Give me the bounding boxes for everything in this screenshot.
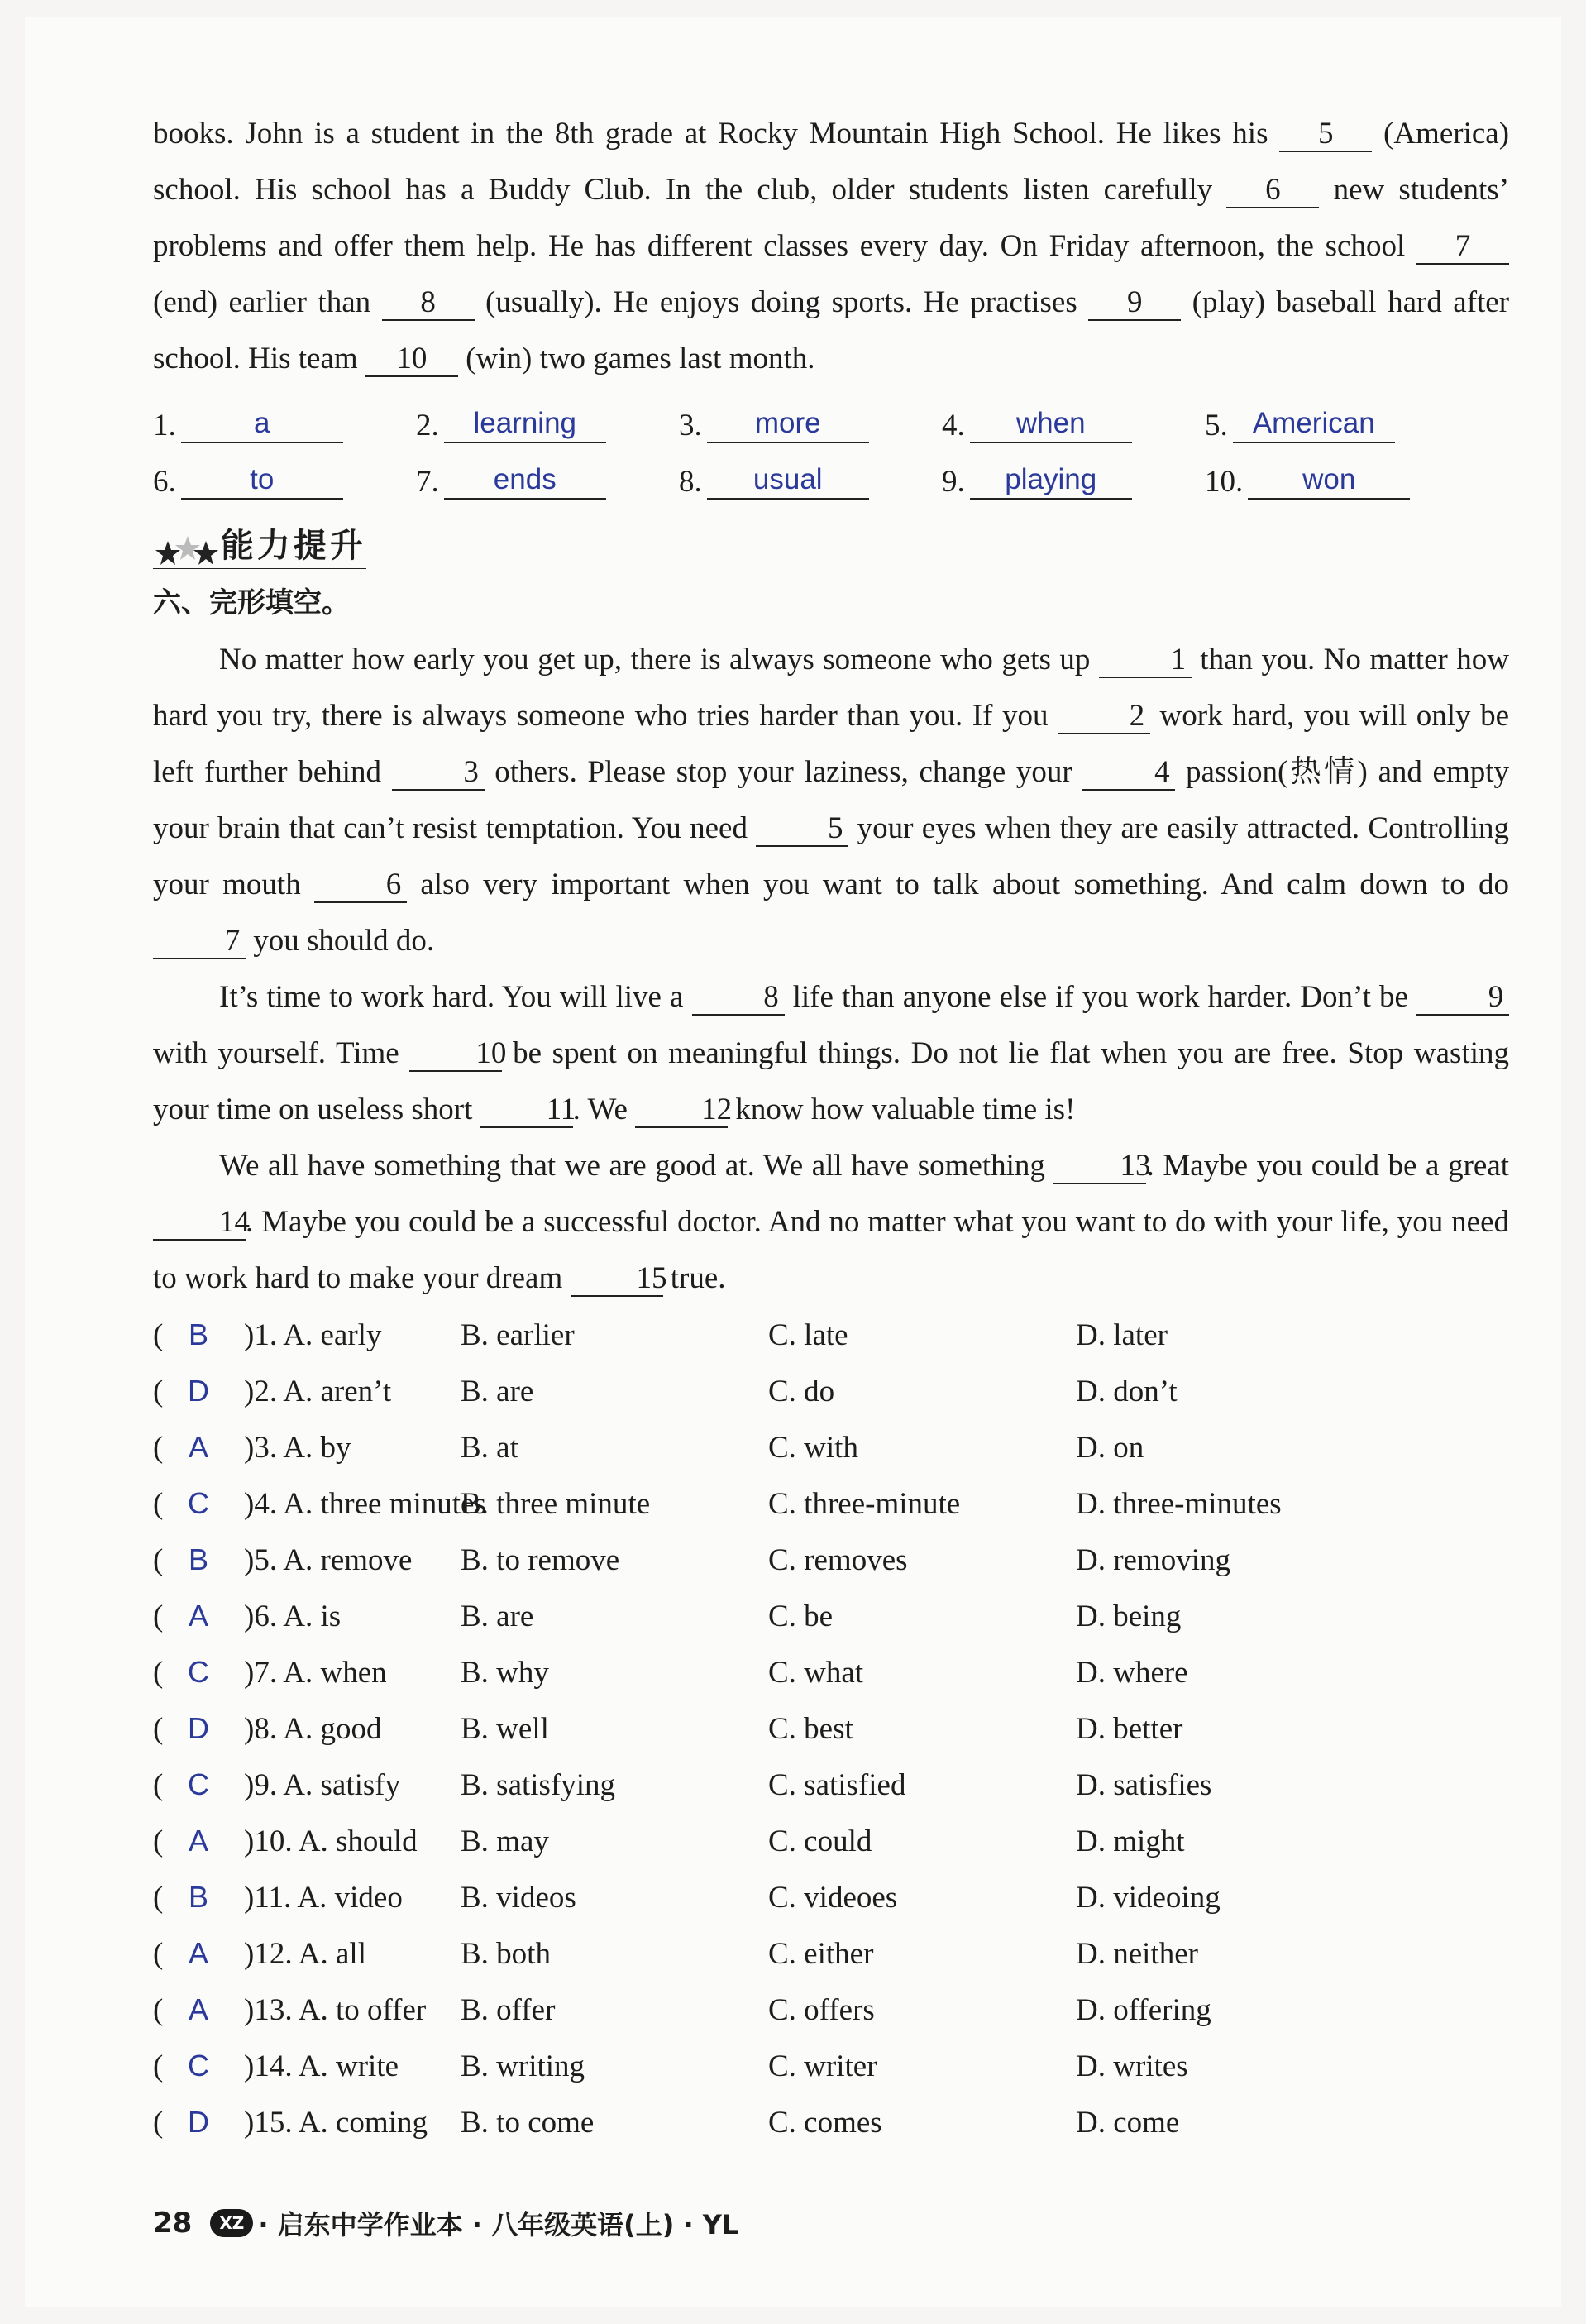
option-c: C. offers [768,1992,875,2027]
option-d: D. offering [1076,1992,1211,2027]
option-c: C. with [768,1430,858,1465]
option-a: )9. A. satisfy [244,1767,401,1802]
option-b: B. writing [461,2049,585,2083]
answer-item [942,408,1205,443]
page-content [153,17,1509,2150]
answer-key: C [188,1767,209,1801]
answer-item [679,464,942,500]
answer-number: 2. [416,409,439,442]
cloze-paragraph-3 [153,1138,1509,1307]
option-row [153,1757,1509,1813]
option-c: C. either [768,1936,874,1971]
option-row [153,1588,1509,1644]
answer-item [1205,408,1468,443]
option-a: )7. A. when [244,1655,387,1690]
option-d: D. where [1076,1655,1188,1690]
cloze-text: be a great [1388,1149,1510,1183]
footer-text: · 启东中学作业本 · 八年级英语(上) · YL [258,2209,739,2240]
option-a: )15. A. coming [244,2105,428,2140]
cloze-text: others. Please stop your laziness, change your [494,755,1072,789]
answer-row [153,387,1509,443]
option-row [153,1925,1509,1982]
cloze-text: your [857,811,914,845]
answer-paren [153,1486,244,1522]
option-c: C. removes [768,1542,908,1577]
answer-key: D [188,2105,209,2139]
option-row [153,2038,1509,2094]
option-b: B. why [461,1655,549,1690]
option-a: )10. A. should [244,1824,418,1858]
cloze-paragraph-2 [153,969,1509,1138]
option-d: D. might [1076,1824,1185,1858]
answer-paren [153,1936,244,1972]
cloze-blank-10: 10 [409,1037,502,1072]
page-footer [153,2204,738,2242]
answer-paren [153,1767,244,1803]
option-a: )1. A. early [244,1317,382,1352]
answer-key: A [188,1936,208,1970]
cloze-blank-14: 14 [153,1206,246,1241]
paren-open: ( [153,1992,164,2027]
answer-value: a [181,405,343,443]
page-number: 28 [153,2207,193,2240]
option-a: )5. A. remove [244,1542,413,1577]
cloze-text: with your life, you need to work hard to make your dream [153,1205,1509,1295]
answer-value: playing [970,461,1132,500]
cloze-blank-7: 7 [153,925,246,959]
answer-key: B [188,1542,208,1576]
section-banner [153,516,1509,574]
answer-number: 10. [1205,465,1244,499]
option-d: D. satisfies [1076,1767,1212,1802]
option-b: B. satisfying [461,1767,616,1802]
option-d: D. don’t [1076,1374,1178,1408]
answer-number: 3. [679,409,702,442]
answer-item [1205,464,1468,500]
answer-value: when [970,405,1132,443]
paren-open: ( [153,1542,164,1577]
paren-open: ( [153,1317,164,1352]
cloze-text: free. Stop wasting your time on useless short [153,1036,1509,1126]
paren-open: ( [153,1655,164,1690]
blank-5: 5 [1279,117,1372,152]
option-c: C. comes [768,2105,882,2140]
option-c: C. satisfied [768,1767,906,1802]
cloze-text: know how valuable time is! [735,1093,1076,1126]
answer-paren [153,1430,244,1466]
option-a: )8. A. good [244,1711,382,1746]
option-d: D. later [1076,1317,1168,1352]
option-row [153,1363,1509,1419]
option-c: C. be [768,1599,834,1633]
option-b: B. to remove [461,1542,620,1577]
option-a: )13. A. to offer [244,1992,427,2027]
answer-paren [153,2105,244,2140]
cloze-blank-1: 1 [1099,643,1192,678]
paren-open: ( [153,1880,164,1915]
answer-number: 6. [153,465,176,499]
answer-paren [153,1711,244,1747]
answer-paren [153,1655,244,1690]
option-a: )2. A. aren’t [244,1374,392,1408]
cloze-text: It’s time to work hard. You will live a [219,980,684,1014]
option-b: B. may [461,1824,549,1858]
cloze-text: passion(热情) and empty your brain that can’t resist temptation. You need [153,755,1510,845]
option-row [153,1419,1509,1475]
answer-key: A [188,1599,208,1633]
option-c: C. writer [768,2049,877,2083]
option-d: D. three-minutes [1076,1486,1282,1521]
cloze-text: life than anyone else if you work harder. Don’t [792,980,1371,1014]
option-d: D. videoing [1076,1880,1221,1915]
paren-open: ( [153,1767,164,1802]
blank-10: 10 [365,342,458,377]
answer-value: American [1233,405,1395,443]
option-c: C. three-minute [768,1486,961,1521]
blank-9: 9 [1088,286,1181,321]
passage-text: (win) two games last month. [466,342,815,375]
passage-text: practises [970,285,1077,319]
answer-item [679,408,942,443]
cloze-text: matter how hard you try, there is always someone who tries harder than you. If you [153,643,1510,733]
cloze-text: than you. No [1200,643,1361,677]
passage-text: (usually). He enjoys doing sports. He [485,285,959,319]
answer-item [153,464,416,500]
cloze-blank-3: 3 [392,756,485,791]
cloze-blank-13: 13 [1053,1150,1146,1184]
option-d: D. neither [1076,1936,1198,1971]
cloze-text: be spent on meaningful things. Do not lie flat when you are [513,1036,1272,1070]
option-row [153,2094,1509,2150]
option-c: C. best [768,1711,853,1746]
option-b: B. are [461,1599,534,1633]
option-row [153,1700,1509,1757]
answer-key: D [188,1711,209,1745]
answer-paren [153,1317,244,1353]
answer-paren [153,1824,244,1859]
answer-key: D [188,1374,209,1408]
cloze-text: want to talk about something. And calm down to do [822,868,1510,901]
blank-7: 7 [1416,230,1509,265]
option-d: D. being [1076,1599,1182,1633]
cloze-passage [153,632,1509,1307]
cloze-text: you should do. [253,924,435,958]
answer-key: B [188,1880,208,1914]
option-b: B. to come [461,2105,595,2140]
option-a: )4. A. three minutes [244,1486,486,1521]
cloze-text: We all have something that we are good at. We all have something [219,1149,1045,1183]
option-a: )6. A. is [244,1599,342,1633]
cloze-blank-9: 9 [1416,981,1509,1016]
answer-key: A [188,1430,208,1464]
answer-number: 7. [416,465,439,499]
option-c: C. could [768,1824,872,1858]
stars-icon [153,523,227,572]
cloze-blank-4: 4 [1082,756,1175,791]
banner-title: 能力提升 [153,519,366,571]
option-d: D. come [1076,2105,1180,2140]
option-d: D. writes [1076,2049,1188,2083]
cloze-text: be [1379,980,1408,1014]
cloze-blank-8: 8 [692,981,785,1016]
answer-key: B [188,1317,208,1351]
option-b: B. both [461,1936,551,1971]
cloze-text: eyes when they are easily attracted. Controlling your mouth [153,811,1510,901]
passage-text: books. John is a student in the 8th grade at Rocky Mountain High School. He likes his [153,117,1268,151]
answer-item [416,408,679,443]
passage-1-line [153,106,1509,387]
answer-number: 9. [942,465,965,499]
option-b: B. three minute [461,1486,651,1521]
option-a: )12. A. all [244,1936,366,1971]
option-c: C. late [768,1317,848,1352]
answer-paren [153,1992,244,2028]
paren-open: ( [153,1936,164,1971]
cloze-blank-15: 15 [571,1262,663,1297]
cloze-blank-11: 11 [480,1093,573,1128]
paren-open: ( [153,1486,164,1521]
answer-item [153,408,416,443]
answer-key: C [188,1655,209,1689]
cloze-blank-12: 12 [635,1093,728,1128]
answer-key: C [188,1486,209,1520]
blank-6: 6 [1226,174,1319,208]
cloze-text: No matter how early you get up, there is always someone who gets up [219,643,1091,677]
paren-open: ( [153,1711,164,1746]
cloze-text: with yourself. Time [153,1036,399,1070]
option-d: D. on [1076,1430,1144,1465]
cloze-paragraph-1 [153,632,1509,969]
cloze-blank-2: 2 [1058,700,1150,734]
answer-paren [153,1880,244,1915]
option-d: D. better [1076,1711,1183,1746]
answer-value: usual [707,461,869,500]
answer-value: ends [444,461,606,500]
option-b: B. at [461,1430,518,1465]
paren-open: ( [153,2105,164,2140]
passage-text: new students’ problems and offer them help. He has different classes every day. On Friday [153,173,1510,263]
options-list [153,1307,1509,2150]
answer-key: A [188,1992,208,2026]
answer-value: more [707,405,869,443]
passage-1 [153,106,1509,387]
option-row [153,1307,1509,1363]
option-c: C. what [768,1655,864,1690]
option-b: B. offer [461,1992,556,2027]
option-b: B. well [461,1711,549,1746]
option-c: C. do [768,1374,835,1408]
cloze-text: . We [572,1093,628,1126]
answer-key: A [188,1824,208,1858]
answer-grid [153,387,1509,500]
option-row [153,1982,1509,2038]
answer-paren [153,1542,244,1578]
answer-value: won [1248,461,1410,500]
answer-number: 4. [942,409,965,442]
answer-item [942,464,1205,500]
worksheet-page [25,17,1561,2307]
paren-open: ( [153,1374,164,1408]
paren-open: ( [153,1599,164,1633]
answer-paren [153,1374,244,1409]
cloze-text: . Maybe you could be a successful doctor. And no matter what you want to do [246,1205,1206,1239]
option-b: B. videos [461,1880,576,1915]
answer-number: 8. [679,465,702,499]
cloze-text: hard, you will only be left further behind [153,699,1509,789]
option-row [153,1644,1509,1700]
answer-paren [153,2049,244,2084]
option-b: B. are [461,1374,534,1408]
cloze-text: also very important when you [420,868,810,901]
answer-number: 1. [153,409,176,442]
answer-value: to [181,461,343,500]
option-row [153,1532,1509,1588]
answer-value: learning [444,405,606,443]
cloze-blank-6: 6 [314,868,407,903]
answer-key: C [188,2049,209,2083]
passage-text: (end) earlier than [153,285,371,319]
option-a: )3. A. by [244,1430,351,1465]
cloze-text: work [1159,699,1223,733]
answer-number: 5. [1205,409,1228,442]
option-row [153,1869,1509,1925]
option-row [153,1475,1509,1532]
answer-item [416,464,679,500]
paren-open: ( [153,1824,164,1858]
option-row [153,1813,1509,1869]
section-title: 六、完形填空。 [153,586,350,619]
answer-paren [153,1599,244,1634]
option-a: )14. A. write [244,2049,399,2083]
option-c: C. videoes [768,1880,898,1915]
paren-open: ( [153,1430,164,1465]
option-a: )11. A. video [244,1880,403,1915]
passage-text: (play) baseball hard after school. His team [153,285,1510,375]
passage-text: (America) school. His school has a Buddy Club. In the club, older students listen carefully [153,117,1510,207]
passage-text: afternoon, the school [1139,229,1406,263]
answer-row [153,443,1509,500]
blank-8: 8 [382,286,475,321]
option-d: D. removing [1076,1542,1231,1577]
cloze-blank-5: 5 [756,812,848,847]
option-b: B. earlier [461,1317,575,1352]
cloze-text: . Maybe you could [1146,1149,1379,1183]
cloze-text: true. [670,1261,726,1295]
publisher-logo: XZ [210,2209,253,2237]
paren-open: ( [153,2049,164,2083]
